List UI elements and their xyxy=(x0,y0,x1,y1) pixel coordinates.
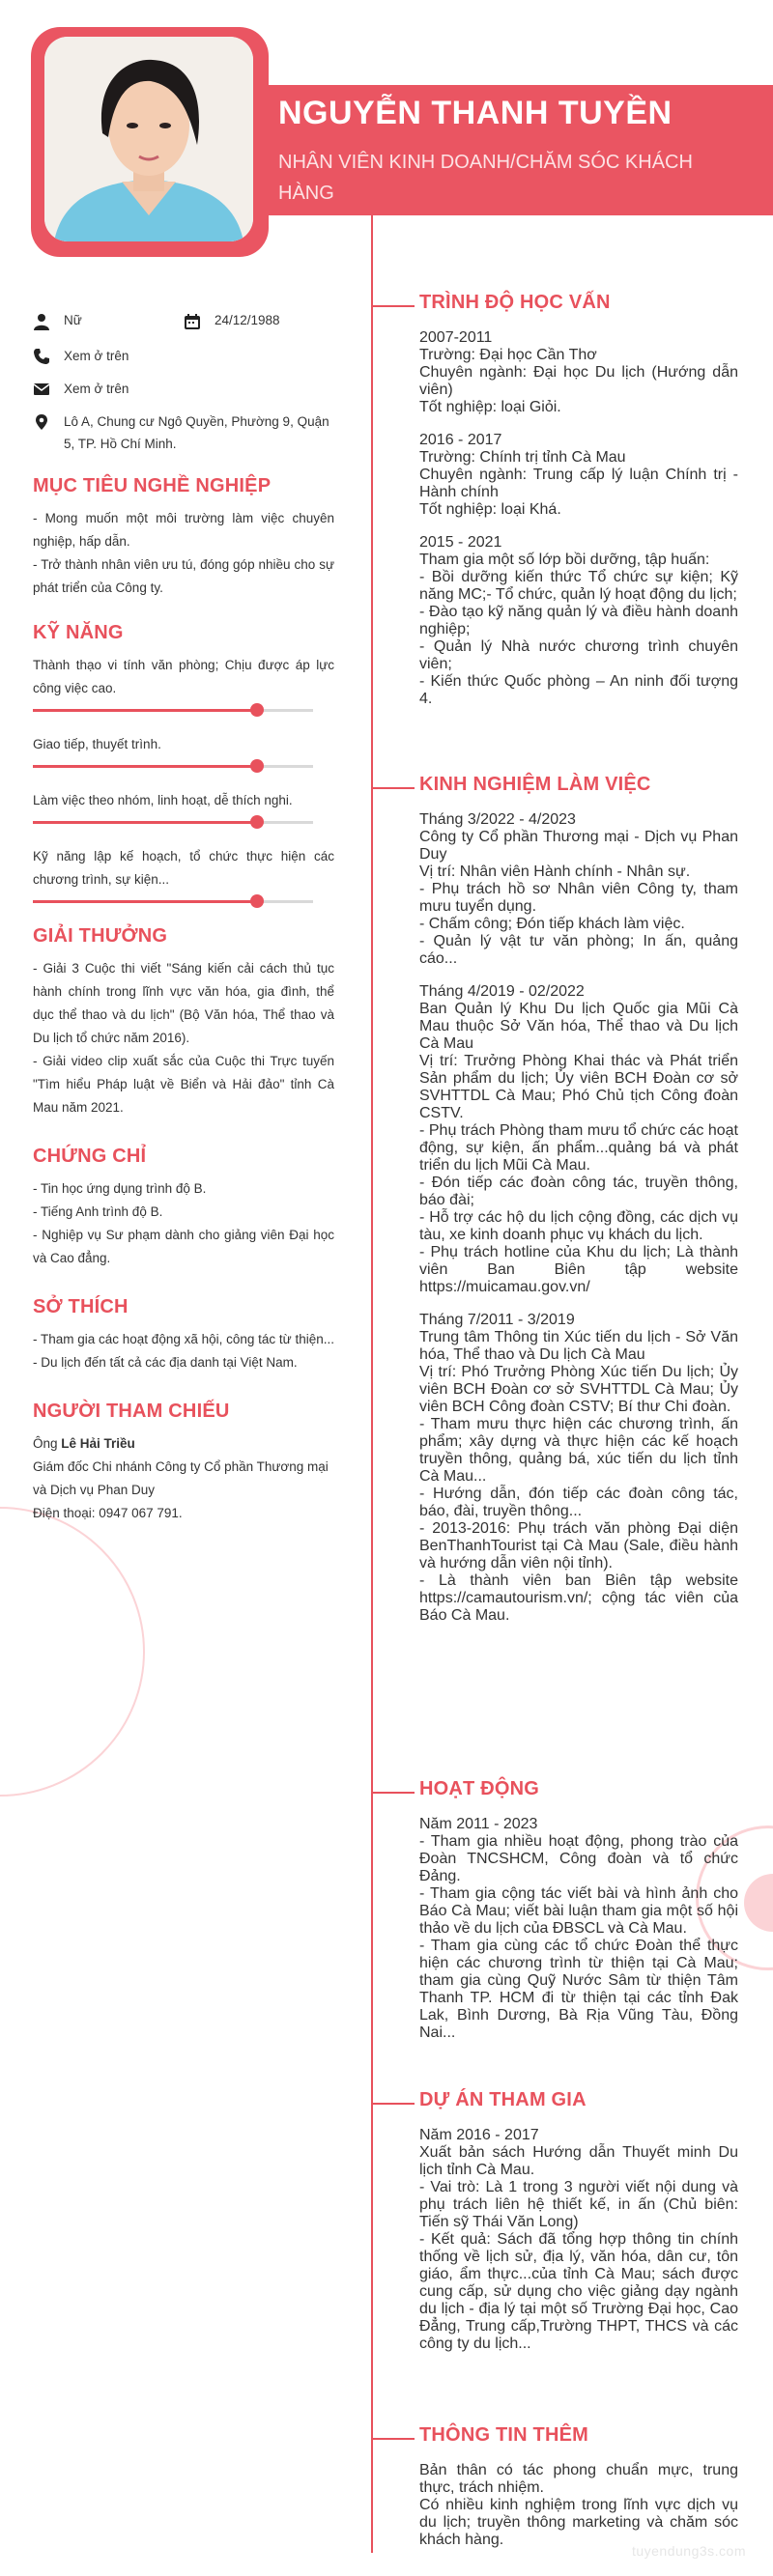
hobby-line: - Tham gia các hoạt động xã hội, công tác từ thiện... xyxy=(33,1332,334,1346)
entry-line: - Đón tiếp các đoàn công tác, truyền thông, báo đài; xyxy=(419,1175,738,1208)
entry-line: Bản thân có tác phong chuẩn mực, trung thực, trách nhiệm. xyxy=(419,2462,738,2496)
objective-line: - Trở thành nhân viên ưu tú, đóng góp nhiều cho sự phát triển của Công ty. xyxy=(33,557,334,595)
phone-value: Xem ở trên xyxy=(64,349,129,363)
skill-item xyxy=(33,733,334,768)
skill-fill xyxy=(33,900,257,903)
education-section xyxy=(419,292,738,723)
certificate-line: - Tin học ứng dụng trình độ B. xyxy=(33,1181,207,1196)
entry-line: - Tham gia cùng các tổ chức Đoàn thể thực hiện các chương trình từ thiện tại Cà Mau; tham gia cùng Quỹ Nước Sâm từ thiện Tâm Thanh TP. HCM đi từ thiện tại các tỉnh Đak Lak, Bình Dương, Bà Rịa Vũng Tàu, Đồng Nai... xyxy=(419,1938,738,2041)
certificate-line: - Tiếng Anh trình độ B. xyxy=(33,1204,163,1219)
additional-entry xyxy=(419,2462,738,2549)
education-entry xyxy=(419,329,738,416)
section-tick xyxy=(371,2103,415,2105)
entry-line: - Quản lý vật tư văn phòng; In ấn, quảng cáo... xyxy=(419,933,738,967)
entry-line: Trung tâm Thông tin Xúc tiến du lịch - Sở Văn hóa, Thể thao và Du lịch Cà Mau xyxy=(419,1329,738,1363)
entry-line: Chuyên ngành: Đại học Du lịch (Hướng dẫn viên) xyxy=(419,364,738,398)
entry-line: 2016 - 2017 xyxy=(419,432,502,448)
section-tick xyxy=(371,1792,415,1794)
entry-line: Tham gia một số lớp bồi dưỡng, tập huấn: xyxy=(419,552,710,568)
entry-line: - Bồi dưỡng kiến thức Tổ chức sự kiện; Kỹ năng MC;- Tổ chức, quản lý hoạt động du lịch; xyxy=(419,569,738,603)
skill-knob xyxy=(250,703,264,717)
skill-label: Kỹ năng lập kế hoạch, tổ chức thực hiện các chương trình, sự kiện... xyxy=(33,849,334,887)
hobby-line: - Du lịch đến tất cả các địa danh tại Việt Nam. xyxy=(33,1355,298,1370)
entry-line: - Đào tạo kỹ năng quản lý và điều hành doanh nghiệp; xyxy=(419,604,738,637)
awards-title: GIẢI THƯỞNG xyxy=(33,925,168,947)
entry-line: - Tham mưu thực hiện các chương trình, ấn phẩm; xây dựng và thực hiện các kế hoạch truyền thông, quảng bá, xúc tiến du lịch tỉnh Cà Mau... xyxy=(419,1416,738,1485)
entry-line: - Là thành viên ban Biên tập website https://camautourism.vn/; cộng tác viên của Báo Cà Mau. xyxy=(419,1572,738,1624)
entry-line: - 2013-2016: Phụ trách văn phòng Đại diện BenThanhTourist tại Cà Mau (Sale, điều hành và hướng dẫn viên nội tỉnh). xyxy=(419,1520,738,1571)
skills-title: KỸ NĂNG xyxy=(33,622,124,643)
section-tick xyxy=(371,2438,415,2440)
skill-label: Làm việc theo nhóm, linh hoạt, dễ thích nghi. xyxy=(33,793,293,807)
skill-label: Thành thạo vi tính văn phòng; Chịu được áp lực công việc cao. xyxy=(33,658,334,695)
skill-fill xyxy=(33,709,257,712)
email-value: Xem ở trên xyxy=(64,382,129,396)
profile-photo xyxy=(44,37,253,241)
entry-line: - Kiến thức Quốc phòng – An ninh đối tượng 4. xyxy=(419,673,738,707)
education-entry xyxy=(419,432,738,519)
entry-line: - Vai trò: Là 1 trong 3 người viết nội dung và phụ trách liên hệ thiết kế, in ấn (Chủ biên: Tiến sỹ Thái Văn Long) xyxy=(419,2179,738,2230)
address-value: Lô A, Chung cư Ngô Quyền, Phường 9, Quận 5, TP. Hồ Chí Minh. xyxy=(64,414,329,451)
left-column xyxy=(33,309,334,1525)
entry-line: - Hỗ trợ các hộ du lịch cộng đồng, các dịch vụ tàu, xe kinh doanh phục vụ khách du lịch. xyxy=(419,1209,738,1243)
skill-bar xyxy=(33,821,313,824)
education-title: TRÌNH ĐỘ HỌC VẤN xyxy=(419,292,611,313)
entry-line: Năm 2011 - 2023 xyxy=(419,1816,538,1832)
entry-line: Vị trí: Phó Trưởng Phòng Xúc tiến Du lịch; Ủy viên BCH Đoàn cơ sở SVHTTDL Cà Mau; Ủy viên BCH Công đoàn CSTV; Bí thư Chi đoàn. xyxy=(419,1364,738,1415)
skill-bar xyxy=(33,709,313,712)
reference-position: Giám đốc Chi nhánh Công ty Cổ phần Thương mại và Dịch vụ Phan Duy xyxy=(33,1459,329,1497)
skill-item xyxy=(33,789,334,824)
entry-line: Vị trí: Nhân viên Hành chính - Nhân sự. xyxy=(419,863,691,880)
reference-name-row xyxy=(33,1432,334,1456)
skill-item xyxy=(33,654,334,712)
phone-icon xyxy=(33,348,50,365)
certificates-title: CHỨNG CHỈ xyxy=(33,1146,147,1167)
activities-entry xyxy=(419,1816,738,2042)
entry-line: - Hướng dẫn, đón tiếp các đoàn công tác, báo, đài, truyền thông... xyxy=(419,1486,738,1519)
education-entry xyxy=(419,534,738,708)
watermark: tuyendung3s.com xyxy=(631,2543,746,2559)
activities-title: HOẠT ĐỘNG xyxy=(419,1778,540,1799)
award-line: - Giải 3 Cuộc thi viết "Sáng kiến cải cách thủ tục hành chính trong lĩnh vực văn hóa, gia đình, thể dục thể thao và du lịch" (Bộ Văn hóa, Thể thao và Du lịch tổ chức năm 2016). xyxy=(33,961,334,1045)
skill-bar xyxy=(33,900,313,903)
entry-line: - Tham gia nhiều hoạt động, phong trào của Đoàn TNCSHCM, Công đoàn và tổ chức Đảng. xyxy=(419,1833,738,1884)
entry-line: Trường: Chính trị tỉnh Cà Mau xyxy=(419,449,626,466)
skill-fill xyxy=(33,765,257,768)
objective-title: MỤC TIÊU NGHỀ NGHIỆP xyxy=(33,475,272,496)
entry-line: Tốt nghiệp: loại Giỏi. xyxy=(419,399,561,415)
experience-entry xyxy=(419,1312,738,1625)
certificate-line: - Nghiệp vụ Sư phạm dành cho giảng viên Đại học và Cao đẳng. xyxy=(33,1228,334,1265)
hobbies-title: SỞ THÍCH xyxy=(33,1296,129,1317)
dob-value: 24/12/1988 xyxy=(215,313,280,327)
skill-label: Giao tiếp, thuyết trình. xyxy=(33,737,161,751)
entry-line: 2015 - 2021 xyxy=(419,534,502,551)
entry-line: - Phụ trách Phòng tham mưu tổ chức các hoạt động, sự kiện, ấn phẩm...quảng bá và phát triển du lịch Mũi Cà Mau. xyxy=(419,1122,738,1174)
entry-line: Ban Quản lý Khu Du lịch Quốc gia Mũi Cà Mau thuộc Sở Văn hóa, Thể thao và Du lịch Cà Mau xyxy=(419,1001,738,1052)
gender-value: Nữ xyxy=(64,313,82,327)
entry-line: Xuất bản sách Hướng dẫn Thuyết minh Du lịch tỉnh Cà Mau. xyxy=(419,2144,738,2178)
experience-entry xyxy=(419,983,738,1296)
entry-line: - Quản lý Nhà nước chương trình chuyên viên; xyxy=(419,638,738,672)
entry-line: Vị trí: Trưởng Phòng Khai thác và Phát triển Sản phẩm du lịch; Ủy viên BCH Đoàn cơ sở SVHTTDL Cà Mau; Phó Chủ tịch Công đoàn CSTV. xyxy=(419,1053,738,1121)
skill-knob xyxy=(250,759,264,773)
skill-bar xyxy=(33,765,313,768)
entry-line: Chuyên ngành: Trung cấp lý luận Chính trị - Hành chính xyxy=(419,467,738,500)
skill-fill xyxy=(33,821,257,824)
entry-line: Tốt nghiệp: loại Khá. xyxy=(419,501,561,518)
projects-entry xyxy=(419,2127,738,2353)
projects-section xyxy=(419,2089,738,2368)
reference-title: NGƯỜI THAM CHIẾU xyxy=(33,1401,230,1422)
reference-name: Lê Hải Triều xyxy=(61,1436,135,1451)
skill-knob xyxy=(250,894,264,908)
skill-knob xyxy=(250,815,264,829)
experience-title: KINH NGHIỆM LÀM VIỆC xyxy=(419,774,651,795)
entry-line: Tháng 7/2011 - 3/2019 xyxy=(419,1312,575,1328)
additional-title: THÔNG TIN THÊM xyxy=(419,2424,589,2446)
objective-line: - Mong muốn một môi trường làm việc chuyên nghiệp, hấp dẫn. xyxy=(33,511,334,549)
entry-line: Tháng 3/2022 - 4/2023 xyxy=(419,811,576,828)
projects-title: DỰ ÁN THAM GIA xyxy=(419,2089,587,2110)
activities-section xyxy=(419,1778,738,2057)
section-tick xyxy=(371,787,415,789)
user-icon xyxy=(33,313,50,330)
entry-line: Năm 2016 - 2017 xyxy=(419,2127,539,2143)
candidate-title: NHÂN VIÊN KINH DOANH/CHĂM SÓC KHÁCH HÀNG xyxy=(278,152,693,204)
entry-line: - Kết quả: Sách đã tổng hợp thông tin chính thống về lịch sử, địa lý, văn hóa, dân cư, tôn giáo, ẩm thực...của tỉnh Cà Mau; sách được cung cấp, sử dụng cho việc giảng dạy ngành du lịch - địa lý tại một số Trường Đại học, Cao Đẳng, Trung cấp,Trường THPT, THCS và các công ty du lịch... xyxy=(419,2231,738,2352)
entry-line: - Tham gia cộng tác viết bài và hình ảnh cho Báo Cà Mau; viết bài luận tham gia một số hội thảo về du lịch của ĐBSCL và Cà Mau. xyxy=(419,1885,738,1937)
entry-line: Tháng 4/2019 - 02/2022 xyxy=(419,983,585,1000)
calendar-icon xyxy=(184,313,201,330)
candidate-name: NGUYỄN THANH TUYỀN xyxy=(278,95,673,131)
location-icon xyxy=(33,413,50,431)
reference-phone: Điện thoại: 0947 067 791. xyxy=(33,1506,183,1520)
entry-line: - Phụ trách hotline của Khu du lịch; Là thành viên Ban Biên tập website https://muicamau.gov.vn/ xyxy=(419,1244,738,1295)
entry-line: Trường: Đại học Cần Thơ xyxy=(419,347,597,363)
entry-line: 2007-2011 xyxy=(419,329,493,346)
entry-line: - Chấm công; Đón tiếp khách làm việc. xyxy=(419,916,685,932)
reference-prefix: Ông xyxy=(33,1436,62,1451)
entry-line: Công ty Cổ phần Thương mại - Dịch vụ Phan Duy xyxy=(419,829,738,863)
email-icon xyxy=(33,381,50,398)
decorative-ring xyxy=(0,1507,145,1797)
entry-line: Có nhiều kinh nghiệm trong lĩnh vực dịch vụ du lịch; truyền thông marketing và chăm sóc khách hàng. xyxy=(419,2497,738,2548)
entry-line: - Phụ trách hồ sơ Nhân viên Công ty, tham mưu tuyển dụng. xyxy=(419,881,738,915)
experience-entry xyxy=(419,811,738,968)
award-line: - Giải video clip xuất sắc của Cuộc thi Trực tuyến "Tìm hiểu Pháp luật về Biển và Hải đảo" tỉnh Cà Mau năm 2021. xyxy=(33,1054,334,1115)
section-tick xyxy=(371,305,415,307)
timeline-line xyxy=(371,215,373,2553)
skill-item xyxy=(33,845,334,903)
experience-section xyxy=(419,774,738,1640)
